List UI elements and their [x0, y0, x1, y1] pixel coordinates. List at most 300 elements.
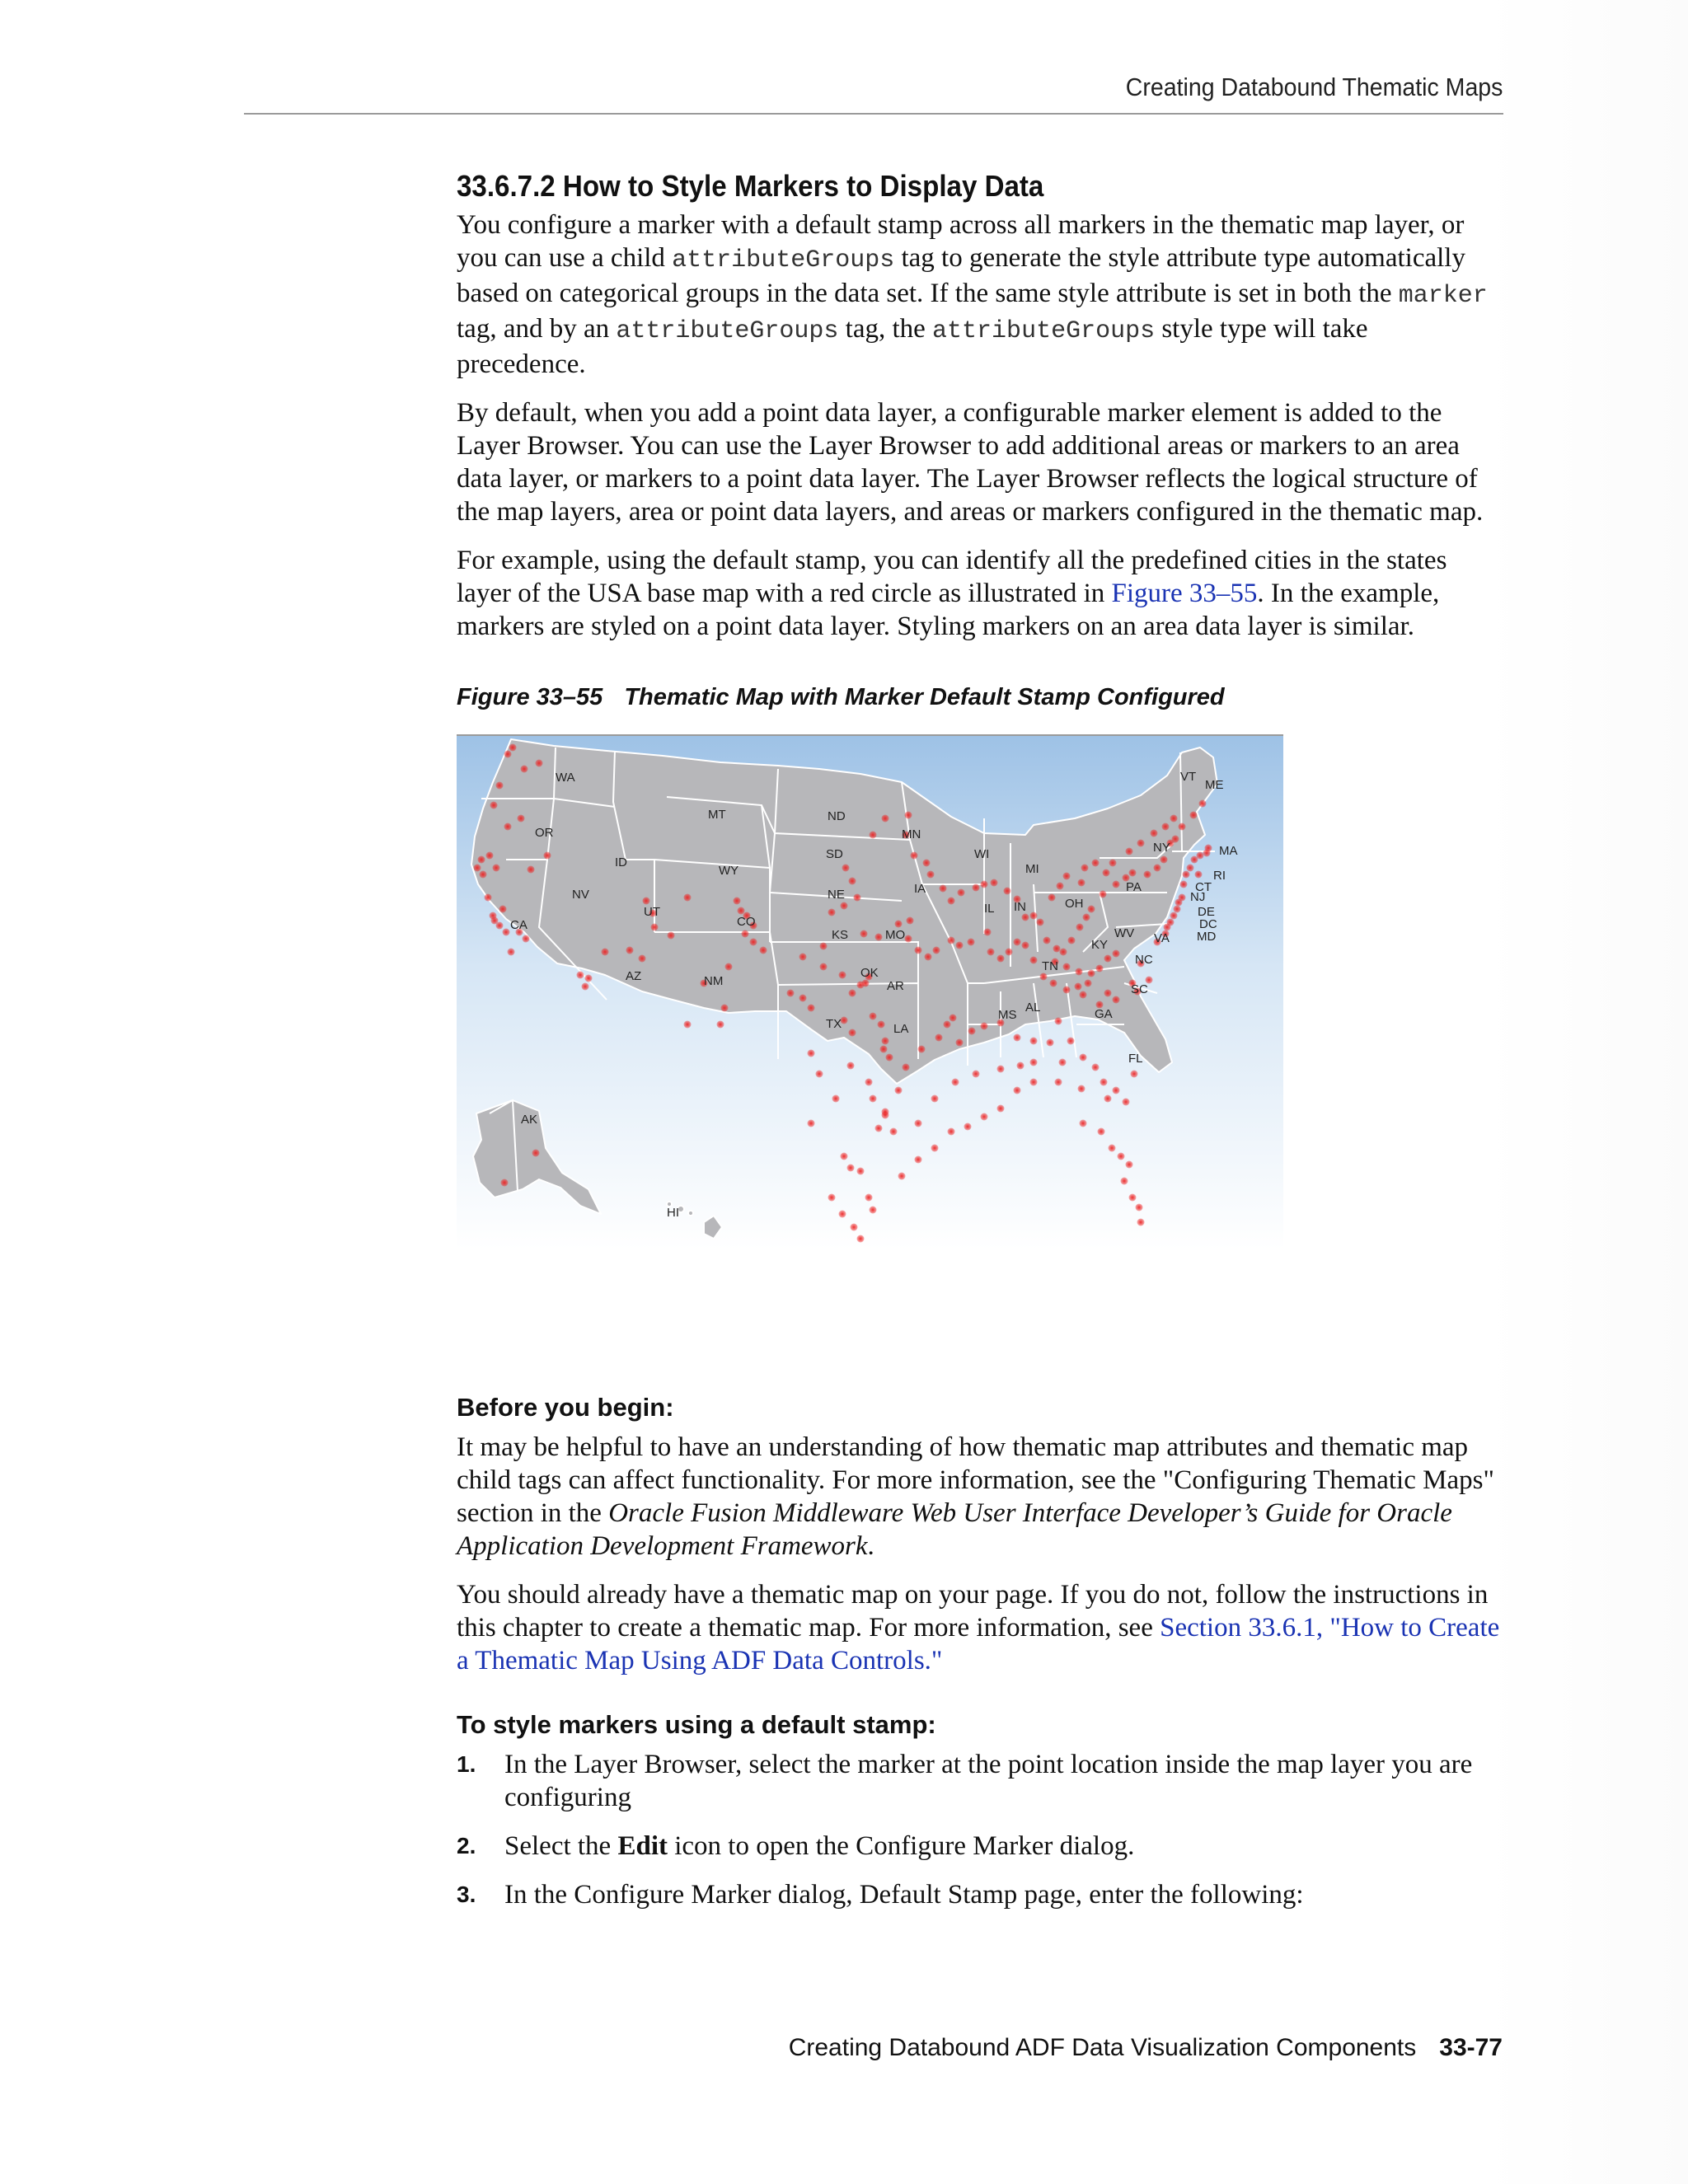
city-marker	[958, 889, 965, 897]
city-marker	[1197, 852, 1204, 860]
city-marker	[915, 1156, 922, 1164]
city-marker	[857, 1235, 865, 1243]
city-marker	[508, 949, 515, 956]
city-marker	[931, 1145, 939, 1152]
city-marker	[1004, 888, 1011, 895]
city-marker	[870, 1207, 877, 1214]
step-item: 3. In the Configure Marker dialog, Default Stamp page, enter the following:	[457, 1880, 1304, 1910]
city-marker	[1190, 812, 1198, 819]
state-label-tx: TX	[826, 1017, 842, 1031]
city-marker	[528, 866, 535, 874]
city-marker	[734, 898, 741, 905]
city-marker	[964, 1123, 972, 1131]
city-marker	[1059, 1059, 1067, 1066]
city-marker	[1080, 991, 1087, 999]
procedure-heading: To style markers using a default stamp:	[457, 1710, 936, 1739]
city-marker	[973, 884, 980, 892]
city-marker	[760, 947, 767, 954]
city-marker	[496, 922, 504, 930]
city-marker	[882, 1112, 889, 1119]
city-marker	[1113, 1087, 1120, 1094]
city-marker	[915, 947, 922, 954]
city-marker	[948, 937, 955, 944]
city-marker	[849, 1029, 856, 1037]
city-marker	[832, 1095, 840, 1103]
city-marker	[987, 949, 995, 956]
city-marker	[1113, 950, 1120, 958]
state-label-ri: RI	[1213, 869, 1226, 883]
city-marker	[1109, 1145, 1116, 1152]
city-marker	[504, 823, 512, 831]
city-marker	[854, 894, 861, 902]
city-marker	[523, 935, 530, 943]
city-marker	[1179, 823, 1186, 831]
city-marker	[1137, 840, 1145, 847]
city-marker	[490, 802, 498, 809]
city-marker	[851, 1224, 858, 1231]
city-marker	[1030, 957, 1038, 964]
city-marker	[496, 782, 504, 790]
state-label-ok: OK	[860, 966, 879, 980]
city-marker	[870, 832, 877, 839]
city-marker	[1174, 906, 1181, 913]
city-marker	[1030, 1059, 1038, 1066]
city-marker	[503, 929, 510, 936]
city-marker	[1030, 1038, 1038, 1045]
state-label-al: AL	[1025, 1001, 1041, 1015]
state-label-sd: SD	[826, 847, 843, 861]
city-marker	[521, 766, 528, 773]
city-marker	[1053, 945, 1061, 953]
city-marker	[997, 955, 1005, 963]
city-marker	[1096, 965, 1104, 972]
section-title: 33.6.7.2 How to Style Markers to Display Data	[457, 169, 1044, 203]
page-number: 33-77	[1439, 2034, 1503, 2061]
city-marker	[981, 881, 988, 888]
city-marker	[903, 1064, 910, 1071]
city-marker	[474, 865, 481, 872]
city-marker	[865, 1194, 873, 1202]
figure-caption	[457, 684, 1503, 711]
city-marker	[1022, 914, 1029, 921]
paragraph-3: For example, using the default stamp, you can identify all the predefined cities in the states layer of the USA base map with a red circle as illustrated in Figure 33–55. In the example, markers are styled on a point data layer. Styling markers on an area data layer is similar.	[457, 546, 1447, 641]
city-marker	[1060, 949, 1067, 956]
city-marker	[997, 1066, 1005, 1073]
state-label-or: OR	[535, 826, 554, 840]
state-label-mt: MT	[708, 808, 726, 822]
city-marker	[948, 1128, 955, 1136]
city-marker	[668, 932, 675, 940]
header-rule	[244, 113, 1503, 115]
city-marker	[1022, 942, 1029, 949]
city-marker	[828, 1194, 836, 1202]
city-marker	[1092, 1064, 1100, 1071]
state-label-wa: WA	[556, 771, 575, 785]
page-footer	[789, 2034, 1503, 2062]
figure-number: Figure 33–55	[457, 684, 603, 710]
city-marker	[582, 983, 589, 991]
city-marker	[1076, 968, 1083, 976]
city-marker	[895, 1087, 903, 1094]
city-marker	[956, 1039, 964, 1047]
city-marker	[905, 812, 912, 819]
paragraph-2: By default, when you add a point data layer, a configurable marker element is added to the Layer Browser. You can use the Layer Browser to add additional areas or markers to an area data layer, or markers to a point data layer. The Layer Browser reflects the logical structure of the map layers, area or point data layers, and areas or markers configured in the thematic map.	[457, 398, 1484, 527]
city-marker	[509, 744, 517, 752]
state-label-wi: WI	[974, 847, 990, 861]
city-marker	[950, 1015, 957, 1022]
guide-title: Oracle Fusion Middleware Web User Interface Developer’s Guide for Oracle Application Development Framework	[457, 1498, 1452, 1561]
city-marker	[882, 815, 889, 823]
city-marker	[905, 935, 912, 943]
city-marker	[1131, 1071, 1138, 1078]
section-link[interactable]: Section 33.6.1, "How to Create a Thematic Map Using ADF Data Controls."	[457, 1613, 1500, 1675]
city-marker	[602, 949, 609, 956]
state-label-dc: DC	[1199, 917, 1217, 931]
city-marker	[808, 1120, 815, 1127]
city-marker	[956, 942, 964, 949]
city-marker	[935, 1034, 943, 1042]
code-attributegroups: attributeGroups	[672, 246, 895, 274]
city-marker	[1047, 1039, 1054, 1047]
city-marker	[1057, 883, 1064, 890]
figure-title: Thematic Map with Marker Default Stamp Configured	[624, 684, 1225, 710]
state-label-va: VA	[1154, 931, 1170, 945]
city-marker	[931, 1095, 939, 1103]
code-attributegroups: attributeGroups	[616, 317, 839, 345]
state-label-ne: NE	[828, 888, 845, 902]
city-marker	[1144, 871, 1151, 879]
city-marker	[1055, 1079, 1062, 1086]
city-marker	[485, 894, 492, 902]
city-marker	[544, 852, 551, 860]
city-marker	[841, 1153, 848, 1160]
city-marker	[944, 1021, 951, 1029]
city-marker	[923, 860, 931, 867]
city-marker	[1085, 980, 1092, 987]
city-marker	[991, 879, 998, 887]
city-marker	[1109, 860, 1117, 867]
edit-label: Edit	[617, 1831, 668, 1861]
city-marker	[849, 990, 856, 997]
city-marker	[1180, 881, 1188, 888]
city-marker	[828, 909, 836, 916]
state-label-id: ID	[615, 855, 627, 869]
city-marker	[1063, 873, 1071, 880]
running-header: Creating Databound Thematic Maps	[1125, 73, 1503, 101]
city-marker	[1187, 865, 1194, 872]
code-marker: marker	[1398, 282, 1488, 310]
state-label-hi: HI	[667, 1206, 679, 1220]
city-marker	[1137, 1219, 1145, 1226]
city-marker	[865, 1079, 873, 1086]
city-marker	[981, 1023, 988, 1030]
code-attributegroups: attributeGroups	[932, 317, 1156, 345]
city-marker	[651, 924, 659, 931]
city-marker	[820, 963, 828, 971]
state-label-ia: IA	[914, 882, 926, 896]
city-marker	[880, 1046, 888, 1053]
city-marker	[1170, 815, 1178, 823]
city-marker	[890, 1128, 898, 1136]
city-marker	[808, 1050, 815, 1057]
city-marker	[1030, 1079, 1038, 1086]
state-label-mi: MI	[1025, 862, 1039, 876]
city-marker	[875, 934, 883, 941]
city-marker	[1205, 845, 1212, 852]
city-marker	[839, 972, 846, 979]
city-marker	[1151, 830, 1158, 837]
city-marker	[870, 1095, 877, 1103]
city-marker	[915, 1120, 922, 1127]
city-marker	[940, 885, 947, 893]
city-marker	[577, 972, 584, 979]
city-marker	[536, 760, 543, 767]
city-marker	[585, 975, 593, 982]
before-paragraph-2: You should already have a thematic map on your page. If you do not, follow the instructions in this chapter to create a thematic map. For more information, see Section 33.6.1, "How to Create a Thematic Map Using ADF Data Controls."	[457, 1580, 1500, 1675]
city-marker	[1160, 856, 1168, 864]
state-label-ma: MA	[1219, 844, 1238, 858]
city-marker	[493, 865, 500, 872]
city-marker	[952, 1079, 959, 1086]
city-marker	[1129, 1194, 1137, 1202]
city-marker	[750, 939, 757, 946]
city-marker	[1104, 955, 1112, 963]
city-marker	[1103, 869, 1110, 877]
city-marker	[1043, 937, 1051, 944]
city-marker	[1113, 996, 1120, 1004]
city-marker	[968, 939, 975, 946]
state-label-ut: UT	[644, 905, 660, 919]
city-marker	[504, 751, 512, 758]
city-marker	[643, 898, 650, 905]
state-label-ky: KY	[1091, 938, 1109, 952]
city-marker	[1063, 987, 1071, 994]
city-marker	[1078, 879, 1085, 887]
city-marker	[478, 856, 485, 864]
city-marker	[799, 995, 807, 1002]
city-marker	[1083, 914, 1090, 921]
city-marker	[1100, 1079, 1108, 1086]
procedure-steps	[457, 1748, 1503, 1911]
city-marker	[816, 1071, 823, 1078]
state-label-tn: TN	[1042, 959, 1058, 973]
state-label-in: IN	[1014, 900, 1026, 914]
city-marker	[639, 955, 646, 963]
state-label-ct: CT	[1195, 880, 1212, 894]
state-label-wv: WV	[1114, 926, 1135, 940]
city-marker	[499, 906, 507, 913]
city-marker	[721, 1005, 729, 1012]
city-marker	[1162, 823, 1170, 831]
city-marker	[878, 1021, 885, 1029]
state-label-vt: VT	[1180, 770, 1197, 784]
city-marker	[799, 954, 807, 961]
city-marker	[1014, 1087, 1021, 1094]
city-marker	[907, 917, 914, 925]
city-marker	[1183, 871, 1190, 879]
city-marker	[847, 1062, 855, 1070]
state-label-la: LA	[893, 1022, 909, 1036]
city-marker	[948, 898, 955, 905]
state-label-mo: MO	[885, 928, 906, 942]
state-label-ak: AK	[521, 1113, 538, 1127]
state-label-nd: ND	[828, 809, 846, 823]
city-marker	[684, 894, 692, 902]
city-marker	[911, 852, 918, 860]
city-marker	[820, 943, 828, 950]
figure-link[interactable]: Figure 33–55	[1111, 579, 1258, 608]
main-content	[457, 169, 1503, 1249]
city-marker	[717, 1021, 724, 1029]
city-marker	[1067, 1038, 1075, 1045]
city-marker	[1199, 800, 1207, 808]
state-label-co: CO	[737, 915, 756, 929]
state-label-pa: PA	[1126, 880, 1142, 894]
city-marker	[1118, 1153, 1125, 1160]
city-marker	[875, 1125, 883, 1132]
city-marker	[886, 1054, 893, 1062]
city-marker	[1030, 912, 1038, 920]
state-label-il: IL	[984, 902, 995, 916]
state-label-ny: NY	[1153, 841, 1170, 855]
city-marker	[787, 990, 795, 997]
state-label-ks: KS	[832, 928, 849, 942]
state-label-ga: GA	[1095, 1007, 1113, 1021]
city-marker	[1048, 894, 1056, 902]
city-marker	[626, 947, 634, 954]
city-marker	[1154, 865, 1161, 872]
city-marker	[927, 871, 935, 879]
city-marker	[1055, 1018, 1062, 1025]
city-marker	[918, 1046, 926, 1053]
step-item: 2. Select the Edit icon to open the Configure Marker dialog.	[457, 1831, 1135, 1861]
city-marker	[1014, 939, 1021, 946]
state-label-ms: MS	[998, 1008, 1017, 1022]
city-marker	[925, 954, 932, 961]
city-marker	[738, 907, 745, 915]
before-you-begin	[457, 1393, 1503, 1927]
state-label-oh: OH	[1065, 897, 1084, 911]
city-marker	[1078, 1085, 1085, 1093]
city-marker	[1126, 848, 1133, 855]
city-marker	[1121, 1178, 1128, 1185]
city-marker	[1092, 860, 1100, 867]
before-paragraph-1: It may be helpful to have an understanding of how thematic map attributes and thematic map child tags can affect functionality. For more information, see the "Configuring Thematic Maps" section in the Oracle Fusion Middleware Web User Interface Developer’s Guide for Oracle Application Development Framework.	[457, 1432, 1494, 1561]
step-item: 1. In the Layer Browser, select the marker at the point location inside the map layer you are configuring	[457, 1750, 1473, 1812]
state-label-ar: AR	[887, 979, 904, 993]
city-marker	[501, 1179, 509, 1187]
city-marker	[1050, 980, 1057, 987]
city-marker	[839, 1211, 846, 1218]
state-label-mn: MN	[902, 827, 921, 841]
state-label-nm: NM	[704, 974, 724, 988]
city-marker	[1080, 1054, 1087, 1062]
city-marker	[1136, 1204, 1143, 1212]
city-marker	[895, 921, 903, 928]
city-marker	[1100, 891, 1107, 898]
city-marker	[1040, 973, 1048, 981]
city-marker	[1063, 963, 1071, 971]
state-label-md: MD	[1197, 930, 1217, 944]
city-marker	[532, 1150, 540, 1157]
city-marker	[1129, 869, 1137, 877]
city-marker	[849, 878, 856, 885]
city-marker	[1014, 1034, 1021, 1042]
state-label-me: ME	[1205, 778, 1224, 792]
city-marker	[1081, 865, 1089, 872]
city-marker	[1126, 1161, 1133, 1169]
city-marker	[1006, 949, 1013, 956]
city-marker	[1104, 990, 1112, 997]
state-label-de: DE	[1198, 905, 1215, 919]
city-marker	[1179, 894, 1186, 902]
city-marker	[1104, 1095, 1112, 1103]
city-marker	[1017, 1062, 1025, 1070]
state-label-az: AZ	[626, 969, 642, 983]
paragraph-1: You configure a marker with a default stamp across all markers in the thematic map layer, or you can use a child attributeGroups tag to generate the style attribute type automatically based on categorical groups in the data set. If the same style attribute is set in both the marker tag, and by an attributeGroups tag, the attributeGroups style type will take precedence.	[457, 210, 1488, 379]
city-marker	[1037, 919, 1044, 926]
usa-map	[457, 736, 1283, 1249]
city-marker	[981, 1113, 988, 1121]
city-marker	[862, 980, 870, 987]
state-label-wy: WY	[719, 864, 739, 878]
before-heading: Before you begin:	[457, 1393, 674, 1422]
thematic-map-figure	[457, 734, 1283, 1249]
city-marker	[997, 1105, 1005, 1113]
city-marker	[518, 815, 525, 823]
city-marker	[742, 930, 749, 938]
city-marker	[1098, 1128, 1105, 1136]
city-marker	[882, 1038, 889, 1045]
city-marker	[870, 1013, 877, 1020]
city-marker	[860, 930, 868, 938]
city-marker	[847, 1165, 855, 1172]
city-marker	[1167, 919, 1175, 926]
city-marker	[1113, 881, 1120, 888]
city-marker	[842, 865, 850, 872]
city-marker	[1088, 970, 1095, 977]
city-marker	[841, 902, 848, 910]
city-marker	[968, 1028, 976, 1035]
city-marker	[1075, 983, 1082, 991]
state-label-sc: SC	[1131, 982, 1148, 996]
city-marker	[1076, 924, 1084, 931]
city-marker	[857, 1168, 865, 1175]
state-label-ca: CA	[510, 918, 528, 932]
hawaii-island	[688, 1211, 693, 1216]
city-marker	[1123, 1099, 1130, 1106]
city-marker	[1195, 871, 1203, 879]
city-marker	[486, 852, 494, 860]
city-marker	[984, 929, 992, 936]
city-marker	[480, 871, 487, 879]
footer-chapter: Creating Databound ADF Data Visualization Components	[788, 2034, 1417, 2061]
city-marker	[684, 1021, 692, 1029]
city-marker	[898, 1173, 906, 1180]
city-marker	[725, 963, 733, 971]
city-marker	[808, 1005, 815, 1012]
city-marker	[1068, 937, 1076, 944]
city-marker	[973, 1071, 980, 1078]
state-label-nj: NJ	[1190, 890, 1206, 904]
state-label-fl: FL	[1128, 1052, 1143, 1066]
state-label-nv: NV	[572, 888, 589, 902]
city-marker	[1088, 906, 1095, 913]
state-label-nc: NC	[1135, 953, 1153, 967]
city-marker	[1080, 1120, 1087, 1127]
city-marker	[1170, 912, 1178, 920]
city-marker	[933, 947, 940, 954]
